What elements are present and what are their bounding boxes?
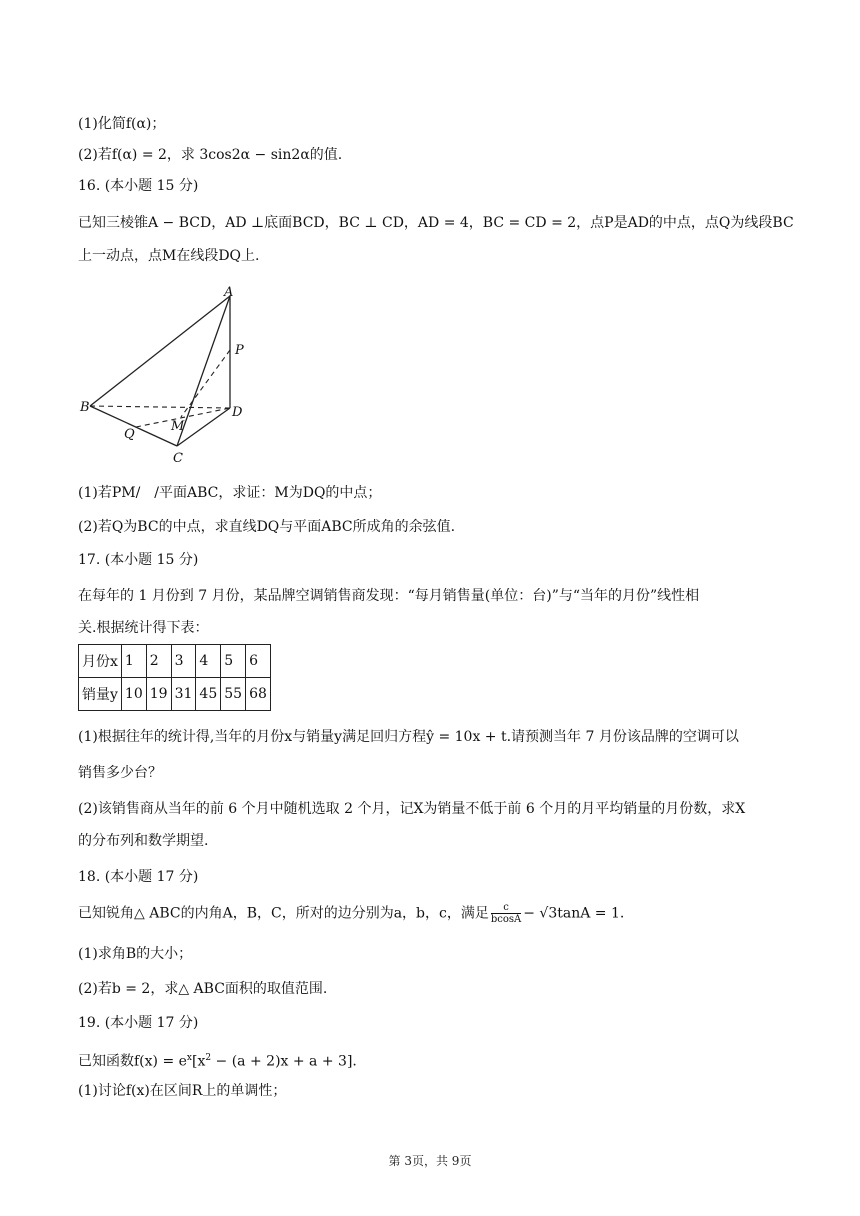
square-exponent: 2	[205, 1053, 212, 1063]
label-m: M	[171, 419, 185, 434]
label-a: A	[224, 285, 234, 300]
q17-text-line1: 在每年的 1 月份到 7 月份，某品牌空调销售商发现：“每月销售量(单位：台)”与“当年的月份”线性相	[78, 588, 700, 604]
q17-part1-line1: (1)根据往年的统计得,当年的月份x与销量y满足回归方程ŷ = 10x + t.请预测当年 7 月份该品牌的空调可以	[78, 729, 739, 745]
sales-table	[78, 644, 271, 711]
q17-part2-line2: 的分布列和数学期望.	[78, 833, 209, 849]
q18-text-a: 已知锐角△ ABC的内角A，B，C，所对的边分别为a，b，c，满足	[78, 905, 489, 922]
q17-heading: 17. (本小题 15 分)	[78, 552, 199, 568]
table-row	[79, 645, 271, 678]
q16-part2: (2)若Q为BC的中点，求直线DQ与平面ABC所成角的余弦值.	[78, 519, 456, 535]
table-cell: 68	[246, 678, 271, 711]
table-row	[79, 678, 271, 711]
table-cell: 55	[221, 678, 246, 711]
edge-cd	[177, 408, 230, 446]
edge-ab	[90, 296, 230, 406]
label-p: P	[235, 343, 244, 358]
table-cell: 19	[146, 678, 171, 711]
table-cell: 31	[171, 678, 196, 711]
q18-part1: (1)求角B的大小；	[78, 946, 193, 962]
table-cell: 2	[146, 645, 171, 678]
segment-pm-hidden	[181, 350, 230, 417]
table-cell: 6	[246, 645, 271, 678]
edge-ac	[177, 296, 230, 446]
q18-heading: 18. (本小题 17 分)	[78, 869, 199, 885]
q19-text-b: [x	[192, 1053, 206, 1070]
table-cell: 10	[121, 678, 146, 711]
q17-part2-line1: (2)该销售商从当年的前 6 个月中随机选取 2 个月，记X为销量不低于前 6 个月的月平均销量的月份数，求X	[78, 801, 746, 817]
q19-heading: 19. (本小题 17 分)	[78, 1015, 199, 1031]
table-cell: 4	[196, 645, 221, 678]
table-cell: 1	[121, 645, 146, 678]
table-cell: 45	[196, 678, 221, 711]
table-cell: 销量y	[79, 678, 122, 711]
table-cell: 5	[221, 645, 246, 678]
q19-text-c: − (a + 2)x + a + 3].	[211, 1053, 357, 1070]
label-q: Q	[124, 427, 135, 442]
q18-part2: (2)若b = 2，求△ ABC面积的取值范围.	[78, 981, 328, 997]
q16-text-line2: 上一动点，点M在线段DQ上.	[78, 248, 260, 264]
label-c: C	[173, 451, 183, 464]
q18-text-b: − √3tanA = 1.	[523, 905, 625, 922]
q19-text-a: 已知函数f(x) = e	[78, 1053, 187, 1070]
label-d: D	[232, 405, 243, 420]
q15-part2: (2)若f(α) = 2，求 3cos2α − sin2α的值.	[78, 147, 343, 163]
q19-part1: (1)讨论f(x)在区间R上的单调性；	[78, 1083, 287, 1099]
tetrahedron-figure	[78, 284, 268, 464]
fraction-numerator: c	[491, 902, 521, 914]
edge-bd-hidden	[90, 406, 230, 408]
q17-text-line2: 关.根据统计得下表：	[78, 620, 209, 636]
q17-part1-line2: 销售多少台？	[78, 765, 162, 781]
q15-part1: (1)化简f(α)；	[78, 116, 166, 132]
fraction	[491, 902, 521, 925]
label-b: B	[80, 400, 90, 415]
q18-text	[78, 902, 624, 925]
table-cell: 月份x	[79, 645, 122, 678]
q16-text-line1: 已知三棱锥A − BCD，AD ⊥底面BCD，BC ⊥ CD，AD = 4，BC = CD = 2，点P是AD的中点，点Q为线段BC	[78, 215, 794, 231]
table-cell: 3	[171, 645, 196, 678]
q19-text	[78, 1048, 357, 1072]
q16-part1: (1)若PM/ /平面ABC，求证：M为DQ的中点；	[78, 485, 382, 501]
q16-heading: 16. (本小题 15 分)	[78, 178, 199, 194]
fraction-denominator: bcosA	[490, 914, 522, 925]
exponent: x	[186, 1053, 192, 1063]
page-footer: 第 3页，共 9页	[388, 1154, 472, 1168]
